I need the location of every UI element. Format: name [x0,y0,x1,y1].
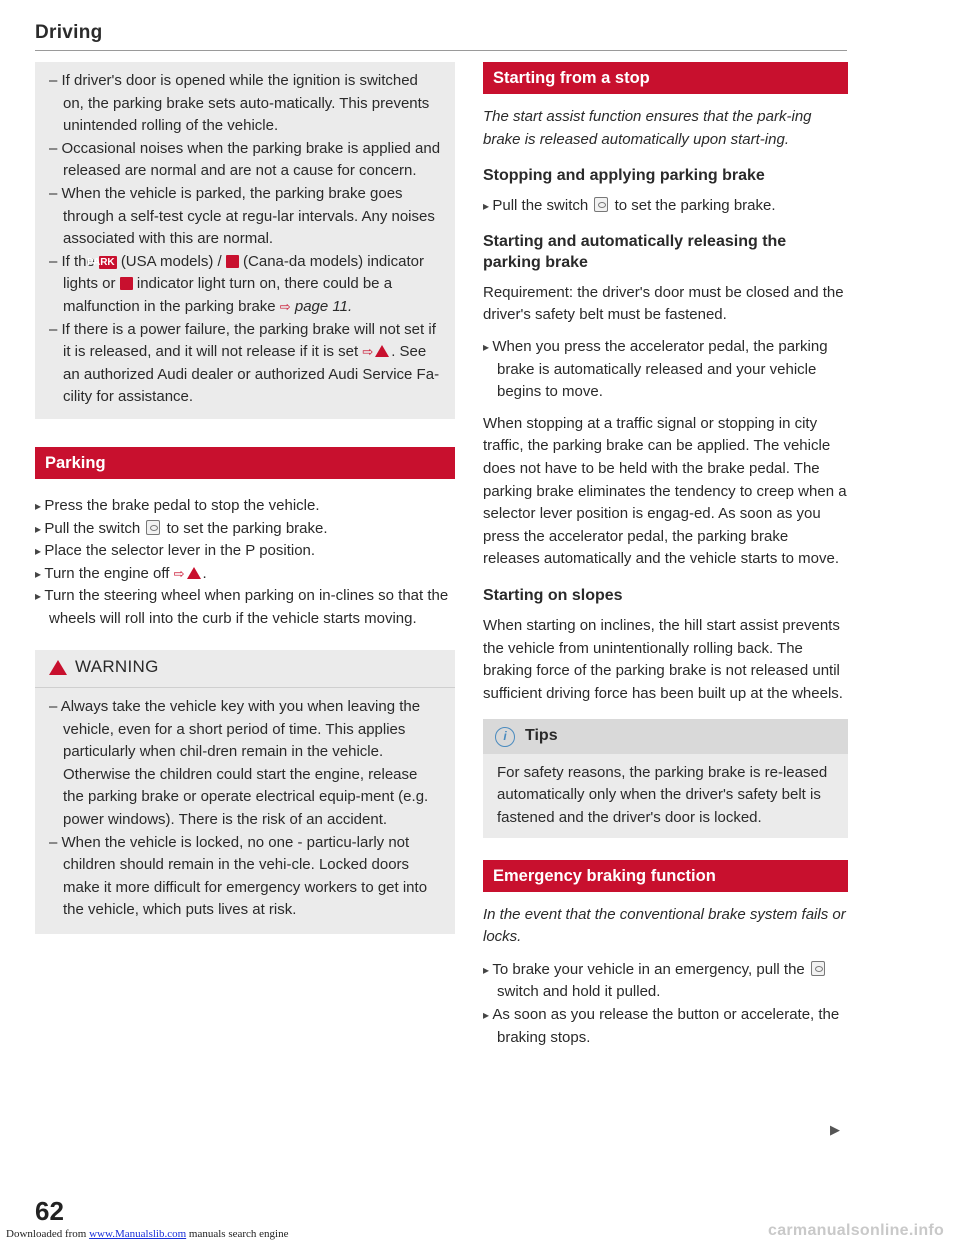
parking-step2-post: to set the parking brake. [166,519,328,537]
parking-step: ▸ Turn the steering wheel when parking on in-clines so that the wheels will roll into the curb if the vehicle starts moving. [35,585,455,630]
warning-item: – Always take the vehicle key with you when leaving the vehicle, even for a short period of time. This applies particularly when chil-dren remain in the vehicle. Otherwise the children could start the engine, release the parking brake or operate electrical equip-ment (e.g. power windows). There is the risk of an accident. [49,696,441,832]
starting-step: ▸ When you press the accelerator pedal, the parking brake is automatically released and your vehicle begins to move. [483,336,848,404]
warning-triangle-icon [375,345,389,357]
left-column [35,62,455,934]
footer-suffix: manuals search engine [188,1228,289,1240]
parking-step [35,518,455,541]
stopping-step [483,195,848,218]
power-note-text2: . See an authorized Audi dealer or authorized Audi Service Fa-cility for assistance. [63,343,440,406]
parking-brake-switch-icon [594,197,608,212]
subhead-slopes: Starting on slopes [483,586,623,604]
emergency-step1-post: switch and hold it pulled. [497,983,661,1001]
emergency-section-title: Emergency braking function [483,860,848,892]
park-indicator-icon: PARK [87,256,115,268]
note-item: – Occasional noises when the parking brake is applied and released are normal and are not a cause for concern. [49,138,441,183]
parking-brake-switch-icon [146,520,160,535]
warning-item: – When the vehicle is locked, no one - particu-larly not children should remain in the vehi-cle. Locked doors make it more difficult for emergency workers to get into the vehicle, which puts lives at risk. [49,832,441,922]
warning-triangle-icon [187,567,201,579]
parking-step: ▸ Place the selector lever in the P position. [35,540,455,563]
warning-ref-arrow-icon: ⇨ [362,344,374,360]
slopes-paragraph: When starting on inclines, the hill start assist prevents the vehicle from unintentionally rolling back. The braking force of the parking brake is not released until sufficient driving force has been built up at the wheels. [483,616,843,702]
note-item: – When the vehicle is parked, the parking brake goes through a self-test cycle at regu-lar intervals. Any noises associated with this are normal. [49,183,441,251]
start-intro: The start assist function ensures that the park-ing brake is released automatically upon start-ing. [483,108,812,148]
start-section-title: Starting from a stop [483,62,848,94]
page-number: 62 [35,1196,64,1226]
page-header [35,22,847,51]
manualslib-link[interactable]: www.Manualslib.com [89,1228,187,1240]
indicator-note-mid2: (Cana-da models) indicator lights or [63,252,424,293]
brake-indicator-icon [226,255,239,268]
page-ref-link[interactable]: page 11. [294,297,353,315]
indicator-note-prefix: If the [61,252,95,270]
parking-step2-pre: Pull the switch [44,519,141,537]
stopping-step-post: to set the parking brake. [614,197,776,215]
subhead-stopping: Stopping and applying parking brake [483,167,765,185]
emergency-step [483,959,848,1004]
indicator-note-mid1: (USA models) / [120,252,222,270]
subhead-starting: Starting and automatically releasing the parking brake [483,232,787,271]
info-icon: i [495,727,515,747]
parking-step4-text: Turn the engine off [44,564,170,582]
warning-box [35,650,455,934]
warning-icon [49,660,67,675]
download-footer [6,1228,288,1240]
requirement-text: Requirement: the driver's door must be closed and the driver's safety belt must be fastened. [483,283,844,324]
tips-box [483,719,848,837]
stopping-step-pre: Pull the switch [492,197,589,215]
emergency-step1-pre: To brake your vehicle in an emergency, pull the [492,960,805,978]
power-note-text1: If there is a power failure, the parking brake will not set if it is released, and it will not release if it is set [61,320,436,361]
indicator-note [49,251,441,319]
warning-title: WARNING [75,657,159,677]
continue-arrow-icon: ▶ [830,1122,840,1137]
warning-ref-arrow-icon: ⇨ [173,565,185,581]
watermark: carmanualsonline.info [768,1222,945,1239]
indicator-note-mid3: indicator light turn on, there could be a malfunction in the parking brake [63,275,393,315]
right-column [483,62,848,1049]
note-item: – If driver's door is opened while the ignition is switched on, the parking brake sets auto-matically. This prevents unintended rolling of the vehicle. [49,70,441,138]
notes-box [35,62,455,419]
emergency-step: ▸ As soon as you release the button or accelerate, the braking stops. [483,1004,848,1049]
tips-text: For safety reasons, the parking brake is re-leased automatically only when the driver's safety belt is fastened and the driver's door is locked. [497,763,828,827]
footer-downloaded: Downloaded from [6,1228,87,1240]
brake-malfunction-icon [120,277,133,290]
parking-step: ▸ Press the brake pedal to stop the vehicle. [35,495,455,518]
power-note [49,319,441,409]
page-ref-arrow-icon: ⇨ [279,298,291,314]
header-title: Driving [35,22,103,43]
emergency-intro: In the event that the conventional brake system fails or locks. [483,905,846,946]
warning-header [35,650,455,688]
tips-header [483,719,848,754]
parking-step: ▸ Turn the engine off ⇨ . [35,563,455,586]
parking-brake-switch-icon [811,961,825,976]
parking-section-title: Parking [35,447,455,479]
tips-title: Tips [525,727,558,745]
stopping-paragraph: When stopping at a traffic signal or stopping in city traffic, the parking brake can be applied. The vehicle does not have to be held with the brake pedal. The parking brake eliminates the tendency to creep when a selector lever position is engag-ed. As soon as you press the accelerator pedal, the parking brake releases automatically and the vehicle starts to move. [483,414,847,568]
